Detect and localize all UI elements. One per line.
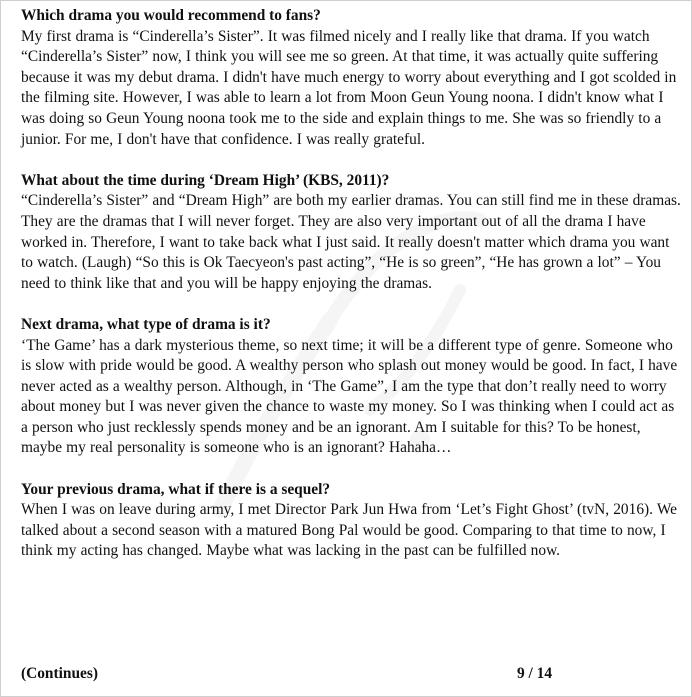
page-number: 9 / 14 xyxy=(517,665,553,682)
article-body xyxy=(21,6,681,583)
question-heading: Your previous drama, what if there is a sequel? xyxy=(21,480,331,498)
qa-section xyxy=(21,171,681,295)
qa-section xyxy=(21,6,681,150)
answer-paragraph: When I was on leave during army, I met Director Park Jun Hwa from ‘Let’s Fight Ghost’ (tvN, 2016). We talked about a second season with a matured Bong Pal would be good. Comparing to that time to now, I think my acting has changed. Maybe what was lacking in the past can be fulfilled now. xyxy=(21,501,677,560)
answer-paragraph: “Cinderella’s Sister” and “Dream High” are both my earlier dramas. You can still find me in these dramas. They are the dramas that I will never forget. They are also very important out of all the drama I have worked in. Therefore, I want to take back what I just said. It really doesn't matter which drama you want to watch. (Laugh) “So this is Ok Taecyeon's past acting”, “He is so green”, “He has grown a lot” – You need to think like that and you will be happy enjoying the dramas. xyxy=(21,192,681,292)
question-heading: Next drama, what type of drama is it? xyxy=(21,315,271,333)
question-heading: Which drama you would recommend to fans? xyxy=(21,7,321,24)
continues-label: (Continues) xyxy=(21,665,98,682)
question-heading: What about the time during ‘Dream High’ (KBS, 2011)? xyxy=(21,171,390,189)
qa-section xyxy=(21,315,681,459)
answer-paragraph: My first drama is “Cinderella’s Sister”. It was filmed nicely and I really like that drama. If you watch “Cinderella’s Sister” now, I think you will see me so green. At that time, it was actually quite suffering because it was my debut drama. I didn't have much energy to worry about everything and I got scolded in the filming site. However, I was able to learn a lot from Moon Geun Young noona. I didn't know what I was doing so Geun Young noona took me to the side and explain things to me. She was so friendly to a junior. For me, I don't have that confidence. I was really grateful. xyxy=(21,27,677,148)
qa-section xyxy=(21,480,681,562)
answer-paragraph: ‘The Game’ has a dark mysterious theme, so next time; it will be a different type of genre. Someone who is slow with pride would be good. A wealthy person who splash out money would be good. In fact, I have never acted as a wealthy person. Although, in ‘The Game”, I am the type that don’t really need to worry about money but I was never given the chance to waste my money. So I was thinking when I could act as a person who just recklessly spends money and be an ignorant. Am I suitable for this? To be honest, maybe my real personality is someone who is an ignorant? Hahaha… xyxy=(21,336,678,457)
